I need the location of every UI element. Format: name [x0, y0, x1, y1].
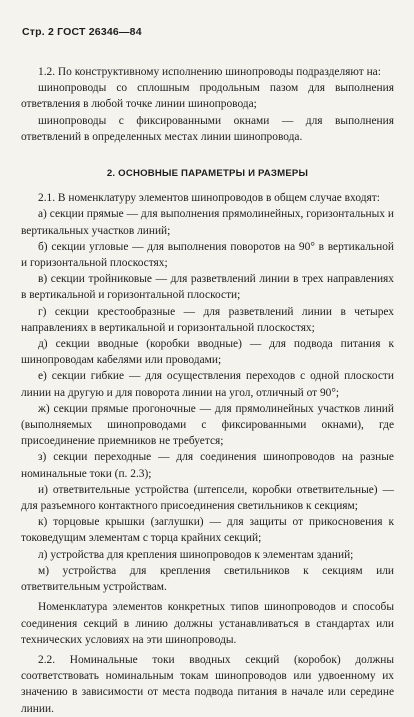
list-item: в) секции тройниковые — для разветвлений линии в трех направлениях в вертикальной и горизонтальной плоскости;: [21, 273, 394, 302]
list-item: шинопроводы со сплошным продольным пазом для выполнения ответвления в любой точке линии шинопровода;: [21, 82, 394, 111]
list-item: е) секции гибкие — для осуществления переходов с одной плоскости линии на другую и для поворота линии на угол, отличный от 90°;: [21, 370, 394, 399]
list-item: к) торцовые крышки (заглушки) — для защиты от прикосновения к токоведущим элементам с торца крайних секций;: [21, 516, 394, 545]
list-item: л) устройства для крепления шинопроводов к элементам зданий;: [38, 548, 354, 561]
paragraph-2-1: 2.1. В номенклатуру элементов шинопроводов в общем случае входят:: [38, 192, 380, 205]
list-item: м) устройства для крепления светильников к секциям или ответвительным устройствам.: [21, 564, 394, 594]
paragraph-nomenclature: Номенклатура элементов конкретных типов шинопроводов и способы соединения секций в линию должны устанавливаться в стандартах или технических условиях на эти шинопроводы.: [21, 601, 394, 646]
document-body: [21, 64, 394, 717]
list-item: ж) секции прямые прогоночные — для прямолинейных участков линий (выполняемых шинопроводами с фиксированными окнами), где присоединение приемников не требуется;: [21, 402, 394, 448]
list-item: и) ответвительные устройства (штепсели, коробки ответвительные) — для разъемного контактного присоединения светильников к секциям;: [21, 483, 394, 513]
paragraph-1-2: 1.2. По конструктивному исполнению шинопроводы подразделяют на:: [38, 66, 381, 78]
list-item: д) секции вводные (коробки вводные) — для подвода питания к шинопроводам кабелями или проводами;: [21, 338, 394, 367]
page-header: Стр. 2 ГОСТ 26346—84: [22, 26, 142, 38]
list-item: шинопроводы с фиксированными окнами — для выполнения ответвлений в определенных местах линии шинопровода.: [21, 114, 394, 143]
list-item: б) секции угловые — для выполнения поворотов на 90° в вертикальной и горизонтальной плоскостях;: [21, 240, 394, 270]
list-item: з) секции переходные — для соединения шинопроводов на разные номинальные токи (п. 2.3);: [21, 451, 394, 480]
list-item: а) секции прямые — для выполнения прямолинейных, горизонтальных и вертикальных участков линий;: [21, 208, 394, 237]
list-item: г) секции крестообразные — для разветвлений линии в четырех направлениях в вертикальной и горизонтальной плоскостях;: [21, 305, 394, 334]
section-title: 2. ОСНОВНЫЕ ПАРАМЕТРЫ И РАЗМЕРЫ: [106, 168, 309, 180]
paragraph-2-2: 2.2. Номинальные токи вводных секций (коробок) должны соответствовать номинальным токам шинопроводов или удвоенному их значению в зависимости от места подвода питания в начале или середине линии.: [21, 653, 394, 715]
